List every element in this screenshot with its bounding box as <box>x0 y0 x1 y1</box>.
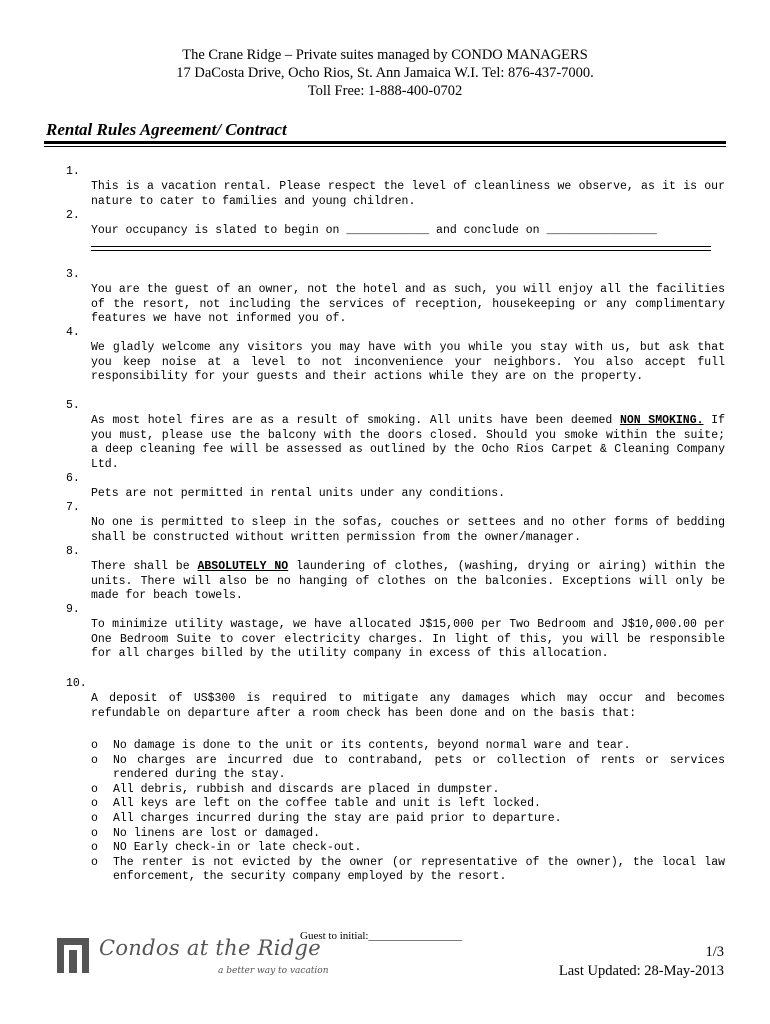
list-item <box>91 754 725 783</box>
logo-tagline: a better way to vacation <box>218 966 329 976</box>
guest-initial-line: Guest to initial:_________________ <box>300 930 462 942</box>
page-footer-info <box>559 943 724 981</box>
condition-text: No linens are lost or damaged. <box>113 826 321 840</box>
rule-number: 6. <box>66 472 80 485</box>
double-rule-divider <box>91 246 711 251</box>
rule-number: 4. <box>66 326 80 339</box>
rule-text-part: laundering of clothes, (washing, drying or airing) within the units. There will also be no hanging of clothes on the balconies. Exceptions will only be made for beach towels. <box>91 560 726 603</box>
bullet-icon: o <box>91 855 98 869</box>
rule-number: 8. <box>66 545 80 558</box>
absolutely-no-emphasis: ABSOLUTELY NO <box>197 560 289 573</box>
rule-text: You are the guest of an owner, not the hotel and as such, you will enjoy all the facilities of the resort, not including the services of reception, housekeeping or any complimentary features we have not informed you of. <box>91 283 725 326</box>
non-smoking-emphasis: NON SMOKING. <box>619 414 704 427</box>
bullet-icon: o <box>91 841 98 855</box>
condition-text: No damage is done to the unit or its contents, beyond normal ware and tear. <box>113 739 631 752</box>
rule-text: To minimize utility wastage, we have allocated J$15,000 per Two Bedroom and J$10,000.00 per One Bedroom Suite to cover electricity charges. In light of this, you will be responsible for all charges billed by the utility company in excess of this allocation. <box>91 618 725 661</box>
condition-text: All debris, rubbish and discards are placed in dumpster. <box>113 782 500 796</box>
bullet-icon: o <box>91 753 98 767</box>
list-item <box>91 783 725 798</box>
rule-text <box>91 560 725 604</box>
rule-number: 9. <box>66 603 80 616</box>
condition-text: All keys are left on the coffee table and unit is left locked. <box>113 797 541 811</box>
document-title: Rental Rules Agreement/ Contract <box>46 120 287 139</box>
page-number: 1/3 <box>705 944 724 960</box>
rule-text <box>91 414 725 472</box>
rule-text-part: If you must, please use the balcony with the doors closed. Should you smoke within the suite; a deep cleaning fee will be assessed as outlined by the Ocho Rios Carpet & Cleaning Company Ltd. <box>91 414 725 471</box>
letterhead-company-line: The Crane Ridge – Private suites managed by CONDO MANAGERS <box>182 47 588 63</box>
rule-number: 1. <box>66 165 80 178</box>
rule-text: This is a vacation rental. Please respect the level of cleanliness we observe, as it is our nature to cater to families and young children. <box>91 180 725 208</box>
condition-text: NO Early check-in or late check-out. <box>113 841 362 855</box>
bullet-icon: o <box>91 826 98 840</box>
rule-number: 10. <box>66 677 87 690</box>
rule-text-part: As most hotel fires are as a result of smoking. All units have been deemed <box>91 414 620 427</box>
occupancy-dates-line: Your occupancy is slated to begin on ____________ and conclude on ________________ <box>91 224 657 237</box>
title-divider-thick <box>44 141 726 144</box>
list-item <box>91 797 725 812</box>
letterhead-tollfree-line: Toll Free: 1-888-400-0702 <box>307 83 463 99</box>
logo-wordmark: Condos at the Ridge <box>99 936 322 960</box>
meander-logo-icon <box>55 936 91 974</box>
rule-number: 2. <box>66 209 80 222</box>
rule-text: A deposit of US$300 is required to mitigate any damages which may occur and becomes refundable on departure after a room check has been done and on the basis that: <box>91 692 725 720</box>
bullet-icon: o <box>91 739 98 752</box>
letterhead-address-line: 17 DaCosta Drive, Ocho Rios, St. Ann Jamaica W.I. Tel: 876-437-7000. <box>176 65 594 81</box>
rule-number: 5. <box>66 399 80 412</box>
list-item <box>91 827 725 842</box>
rule-text: We gladly welcome any visitors you may have with you while you stay with us, but ask that you keep noise at a level to not inconvenience your neighbors. You also accept full responsibility for your guests and their actions while they are on the property. <box>91 341 725 384</box>
rule-number: 7. <box>66 501 80 514</box>
company-logo <box>55 934 329 980</box>
list-item <box>91 739 725 754</box>
rule-number: 3. <box>66 268 80 281</box>
list-item <box>91 856 725 885</box>
bullet-icon: o <box>91 797 98 811</box>
rule-text: No one is permitted to sleep in the sofas, couches or settees and no other forms of bedding shall be constructed without written permission from the owner/manager. <box>91 516 725 544</box>
condition-text: The renter is not evicted by the owner (or representative of the owner), the local law enforcement, the security company employed by the resort. <box>113 855 725 884</box>
rule-text: Pets are not permitted in rental units under any conditions. <box>91 487 506 500</box>
rule-text-part: There shall be <box>91 560 198 573</box>
bullet-icon: o <box>91 782 98 796</box>
title-divider-thin <box>44 146 726 147</box>
last-updated: Last Updated: 28-May-2013 <box>558 963 724 979</box>
condition-text: All charges incurred during the stay are paid prior to departure. <box>113 811 562 825</box>
list-item <box>91 841 725 856</box>
list-item <box>91 812 725 827</box>
deposit-conditions-list <box>91 739 725 885</box>
condition-text: No charges are incurred due to contraband, pets or collection of rents or services rendered during the stay. <box>113 753 725 782</box>
letterhead <box>0 46 770 100</box>
bullet-icon: o <box>91 811 98 825</box>
